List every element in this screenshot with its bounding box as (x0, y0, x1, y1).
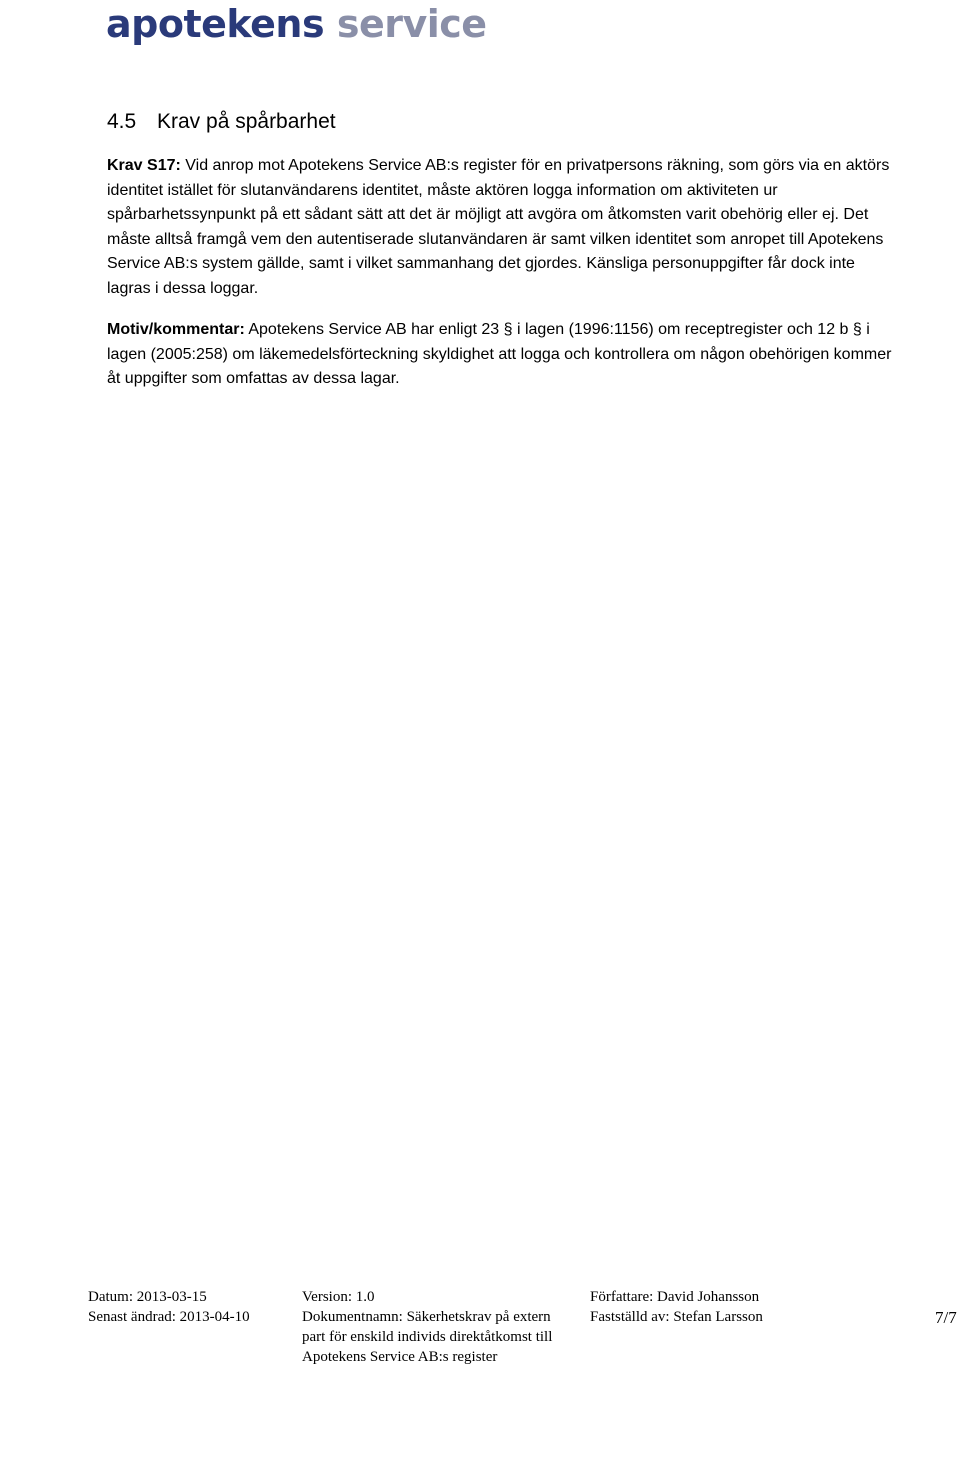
footer-docname-3: Apotekens Service AB:s register (302, 1349, 498, 1365)
footer-document (302, 1287, 572, 1367)
footer-dates (88, 1287, 288, 1327)
requirement-text: Vid anrop mot Apotekens Service AB:s register för en privatpersons räkning, som görs via en aktörs identitet istället för slutanvändarens identitet, måste aktören logga information om aktiviteten ur spårbarhetssynpunkt på ett sådant sätt att det är möjligt att avgöra om åtkomsten varit obehörig eller ej. Det måste alltså framgå vem den autentiserade slutanvändaren är samt vilken identitet som anropet till Apotekens Service AB:s system gällde, samt i vilket sammanhang det gjordes. Känsliga personuppgifter får dock inte lagras i dessa loggar. (107, 157, 890, 297)
footer-date: Datum: 2013-03-15 (88, 1289, 207, 1305)
footer-version: Version: 1.0 (302, 1289, 375, 1305)
footer-docname-1: Dokumentnamn: Säkerhetskrav på extern (302, 1309, 551, 1325)
footer-changed: Senast ändrad: 2013-04-10 (88, 1309, 250, 1325)
section-number: 4.5 (107, 110, 137, 133)
motivation-label: Motiv/kommentar: (107, 321, 245, 338)
footer-people (590, 1287, 890, 1327)
motivation-text: Apotekens Service AB har enligt 23 § i lagen (1996:1156) om receptregister och 12 b § i lagen (2005:258) om läkemedelsförteckning skyldighet att logga och kontrollera om någon obehörigen kommer åt uppgifter som omfattas av dessa lagar. (107, 321, 892, 388)
footer-approved: Fastställd av: Stefan Larsson (590, 1309, 763, 1325)
requirement-paragraph (107, 154, 897, 302)
section-title: Krav på spårbarhet (157, 110, 336, 133)
footer-docname-2: part för enskild individs direktåtkomst till (302, 1329, 553, 1345)
footer-author: Författare: David Johansson (590, 1289, 760, 1305)
page-number: 7/7 (935, 1308, 957, 1327)
section-heading (107, 108, 336, 136)
logo-part1: apotekens (106, 2, 325, 46)
apotekens-service-logo (106, 2, 487, 46)
requirement-label: Krav S17: (107, 157, 181, 174)
motivation-paragraph (107, 318, 897, 392)
logo-part2: service (336, 2, 487, 46)
